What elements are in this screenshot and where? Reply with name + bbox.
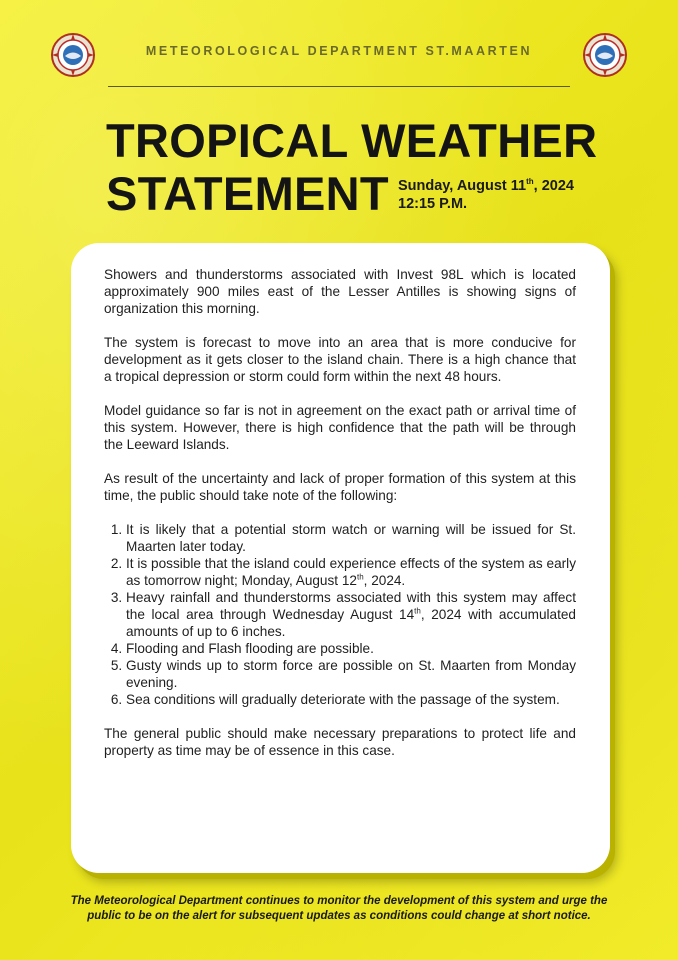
statement-card xyxy=(71,243,610,873)
title-line-1: TROPICAL WEATHER xyxy=(106,114,598,167)
department-name: METEOROLOGICAL DEPARTMENT ST.MAARTEN xyxy=(145,44,533,58)
issue-date: Sunday, August 11th, 2024 xyxy=(398,177,574,194)
paragraph-2: The system is forecast to move into an area that is more conducive for development as it gets closer to the island chain. There is a high chance that a tropical depression or storm could form within the next 48 hours. xyxy=(104,335,576,384)
paragraph-4: As result of the uncertainty and lack of proper formation of this system at this time, the public should take note of the following: xyxy=(104,471,576,503)
statement-body xyxy=(104,266,576,776)
list-item: 6. Sea conditions will gradually deteriorate with the passage of the system. xyxy=(126,691,576,708)
issue-datetime xyxy=(398,177,574,213)
paragraph-1: Showers and thunderstorms associated with Invest 98L which is located approximately 900 miles east of the Lesser Antilles is showing signs of organization this morning. xyxy=(104,267,576,316)
list-item: 5. Gusty winds up to storm force are possible on St. Maarten from Monday evening. xyxy=(126,657,576,691)
issue-time: 12:15 P.M. xyxy=(398,196,468,212)
paragraph-3: Model guidance so far is not in agreement on the exact path or arrival time of this system. However, there is high confidence that the path will be through the Leeward Islands. xyxy=(104,403,576,452)
title-line-2: STATEMENT xyxy=(106,167,389,220)
header-divider xyxy=(108,86,570,87)
list-item: 3. Heavy rainfall and thunderstorms associated with this system may affect the local area through Wednesday August 14th, 2024 with accumulated amounts of up to 6 inches. xyxy=(126,589,576,640)
list-item: 1. It is likely that a potential storm watch or warning will be issued for St. Maarten later today. xyxy=(126,521,576,555)
advisory-list xyxy=(104,521,576,708)
list-item: 2. It is possible that the island could experience effects of the system as early as tomorrow night; Monday, August 12th, 2024. xyxy=(126,555,576,589)
list-item: 4. Flooding and Flash flooding are possible. xyxy=(126,640,576,657)
footer-note: The Meteorological Department continues to monitor the development of this system and urge the public to be on the alert for subsequent updates as conditions could change at short notice. xyxy=(70,895,608,922)
paragraph-5: The general public should make necessary preparations to protect life and property as time may be of essence in this case. xyxy=(104,726,576,758)
